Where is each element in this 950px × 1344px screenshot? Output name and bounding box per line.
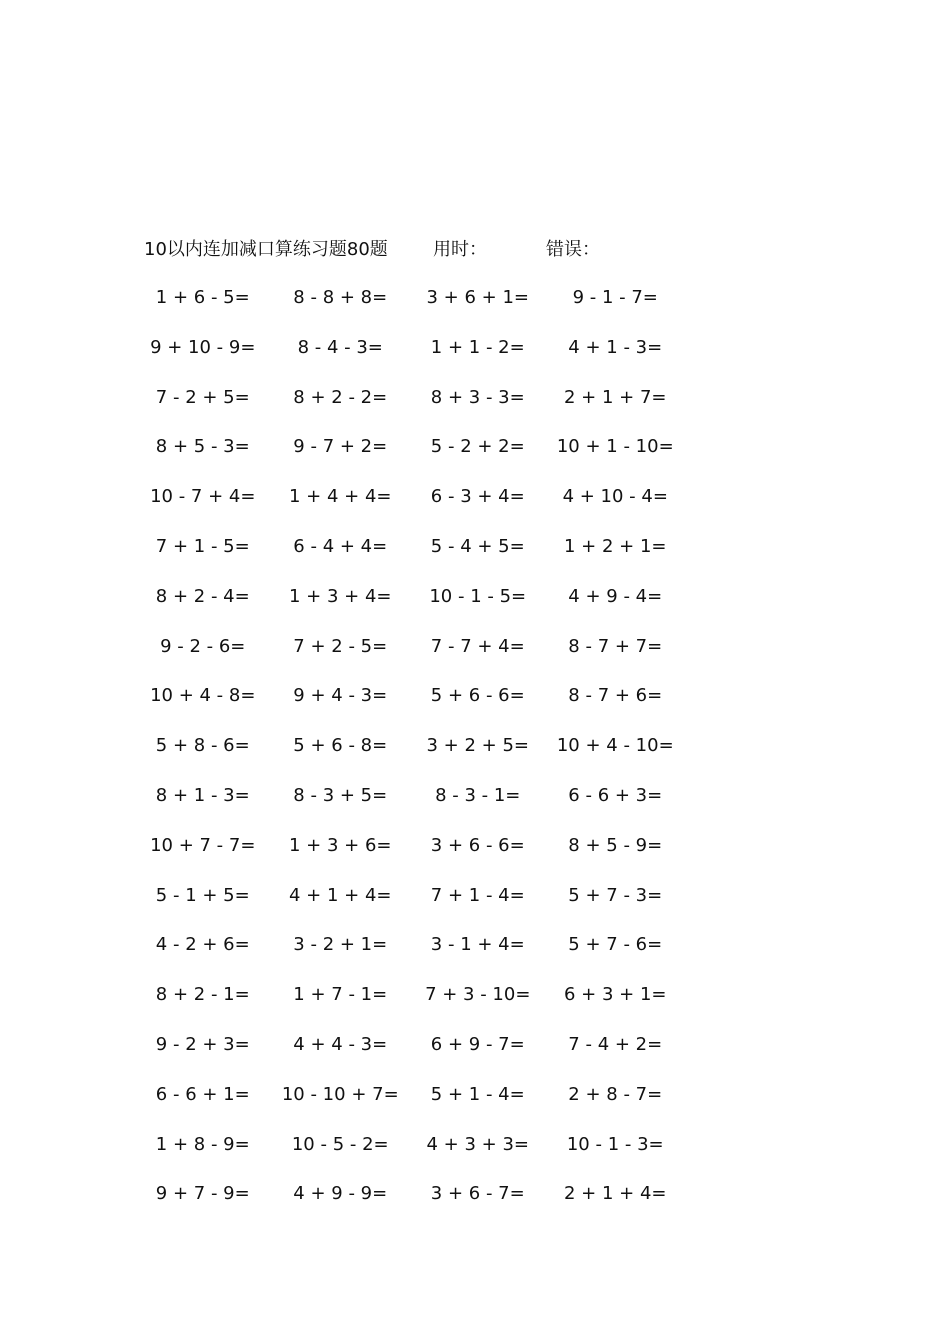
math-problem: 6 - 4 + 4= <box>293 535 388 557</box>
math-problem: 4 + 10 - 4= <box>562 486 668 508</box>
math-problem: 7 - 4 + 2= <box>568 1033 663 1055</box>
problem-row <box>134 334 684 384</box>
problem-row <box>134 882 684 932</box>
math-problem: 9 - 2 + 3= <box>155 1033 250 1055</box>
problem-row <box>134 384 684 434</box>
math-problem: 10 + 4 - 10= <box>556 735 674 757</box>
math-problem: 8 + 1 - 3= <box>155 784 250 806</box>
math-problem: 1 + 3 + 4= <box>289 585 392 607</box>
math-problem: 5 - 4 + 5= <box>430 535 525 557</box>
math-problem: 3 + 6 - 6= <box>430 834 525 856</box>
math-problem: 9 - 1 - 7= <box>572 287 658 308</box>
math-problem: 5 - 1 + 5= <box>155 884 250 906</box>
math-problem: 9 + 4 - 3= <box>293 685 388 707</box>
math-problem: 1 + 1 - 2= <box>430 336 525 358</box>
math-problem: 6 - 6 + 1= <box>155 1083 250 1105</box>
math-problem: 1 + 6 - 5= <box>155 287 250 308</box>
math-problem: 9 - 2 - 6= <box>160 635 246 657</box>
error-label: 错误： <box>546 239 600 260</box>
problem-row <box>134 533 684 583</box>
math-problem: 10 - 1 - 5= <box>429 585 527 607</box>
problem-row <box>134 782 684 832</box>
math-problem: 8 - 4 - 3= <box>297 336 383 358</box>
problem-row <box>134 633 684 683</box>
math-problem: 10 + 1 - 10= <box>556 436 674 458</box>
problem-row <box>134 583 684 633</box>
math-problem: 2 + 8 - 7= <box>568 1083 663 1105</box>
math-problem: 5 + 6 - 8= <box>293 735 388 757</box>
math-problem: 7 + 1 - 5= <box>155 535 250 557</box>
math-problem: 4 + 4 - 3= <box>293 1033 388 1055</box>
math-problem: 8 + 2 - 4= <box>155 585 250 607</box>
math-problem: 10 - 10 + 7= <box>281 1083 399 1105</box>
problem-row <box>134 981 684 1031</box>
math-problem: 6 - 3 + 4= <box>430 486 525 508</box>
math-problem: 8 - 7 + 7= <box>568 635 663 657</box>
problem-row <box>134 1180 684 1230</box>
math-problem: 1 + 4 + 4= <box>289 486 392 508</box>
math-problem: 10 + 4 - 8= <box>150 685 256 707</box>
time-label: 用时： <box>433 239 487 260</box>
math-problem: 4 + 3 + 3= <box>426 1133 529 1155</box>
math-problem: 7 + 1 - 4= <box>430 884 525 906</box>
math-problem: 4 - 2 + 6= <box>155 934 250 956</box>
math-problem: 10 + 7 - 7= <box>150 834 256 856</box>
math-problem: 7 + 3 - 10= <box>425 984 531 1006</box>
math-problem: 3 + 6 - 7= <box>430 1183 525 1205</box>
math-problem: 8 - 3 + 5= <box>293 784 388 806</box>
math-problem: 5 + 1 - 4= <box>430 1083 525 1105</box>
math-problem: 6 - 6 + 3= <box>568 784 663 806</box>
math-problem: 1 + 2 + 1= <box>564 535 667 557</box>
math-problem: 5 + 7 - 6= <box>568 934 663 956</box>
math-problem: 9 + 7 - 9= <box>155 1183 250 1205</box>
math-problem: 6 + 9 - 7= <box>430 1033 525 1055</box>
problem-row <box>134 1131 684 1181</box>
math-problem: 5 - 2 + 2= <box>430 436 525 458</box>
math-problem: 5 + 6 - 6= <box>430 685 525 707</box>
math-problem: 8 + 3 - 3= <box>430 386 525 408</box>
problem-row <box>134 284 684 334</box>
math-problem: 9 + 10 - 9= <box>150 336 256 358</box>
problem-grid <box>134 284 684 1230</box>
math-problem: 3 + 6 + 1= <box>426 287 529 308</box>
math-problem: 7 - 7 + 4= <box>430 635 525 657</box>
math-problem: 4 + 9 - 4= <box>568 585 663 607</box>
page-title: 10以内连加减口算练习题80题 <box>144 239 388 260</box>
math-problem: 9 - 7 + 2= <box>293 436 388 458</box>
problem-row <box>134 1081 684 1131</box>
math-problem: 8 - 7 + 6= <box>568 685 663 707</box>
math-problem: 7 - 2 + 5= <box>155 386 250 408</box>
math-problem: 1 + 7 - 1= <box>293 984 388 1006</box>
math-problem: 1 + 8 - 9= <box>155 1133 250 1155</box>
math-problem: 7 + 2 - 5= <box>293 635 388 657</box>
problem-row <box>134 931 684 981</box>
problem-row <box>134 433 684 483</box>
math-problem: 8 + 2 - 1= <box>155 984 250 1006</box>
math-problem: 8 - 3 - 1= <box>435 784 521 806</box>
math-problem: 10 - 1 - 3= <box>566 1133 664 1155</box>
math-problem: 3 + 2 + 5= <box>426 735 529 757</box>
math-problem: 4 + 1 + 4= <box>289 884 392 906</box>
math-problem: 4 + 9 - 9= <box>293 1183 388 1205</box>
math-problem: 10 - 7 + 4= <box>150 486 256 508</box>
math-problem: 8 + 5 - 9= <box>568 834 663 856</box>
math-problem: 8 - 8 + 8= <box>293 287 388 308</box>
math-problem: 2 + 1 + 4= <box>564 1183 667 1205</box>
problem-row <box>134 483 684 533</box>
math-problem: 4 + 1 - 3= <box>568 336 663 358</box>
problem-row <box>134 682 684 732</box>
math-problem: 6 + 3 + 1= <box>564 984 667 1006</box>
worksheet-header <box>0 236 950 264</box>
math-problem: 2 + 1 + 7= <box>564 386 667 408</box>
problem-row <box>134 832 684 882</box>
problem-row <box>134 1031 684 1081</box>
problem-row <box>134 732 684 782</box>
math-problem: 8 + 2 - 2= <box>293 386 388 408</box>
math-problem: 10 - 5 - 2= <box>291 1133 389 1155</box>
math-problem: 1 + 3 + 6= <box>289 834 392 856</box>
math-problem: 5 + 7 - 3= <box>568 884 663 906</box>
math-problem: 8 + 5 - 3= <box>155 436 250 458</box>
math-problem: 3 - 2 + 1= <box>293 934 388 956</box>
math-problem: 5 + 8 - 6= <box>155 735 250 757</box>
math-problem: 3 - 1 + 4= <box>430 934 525 956</box>
